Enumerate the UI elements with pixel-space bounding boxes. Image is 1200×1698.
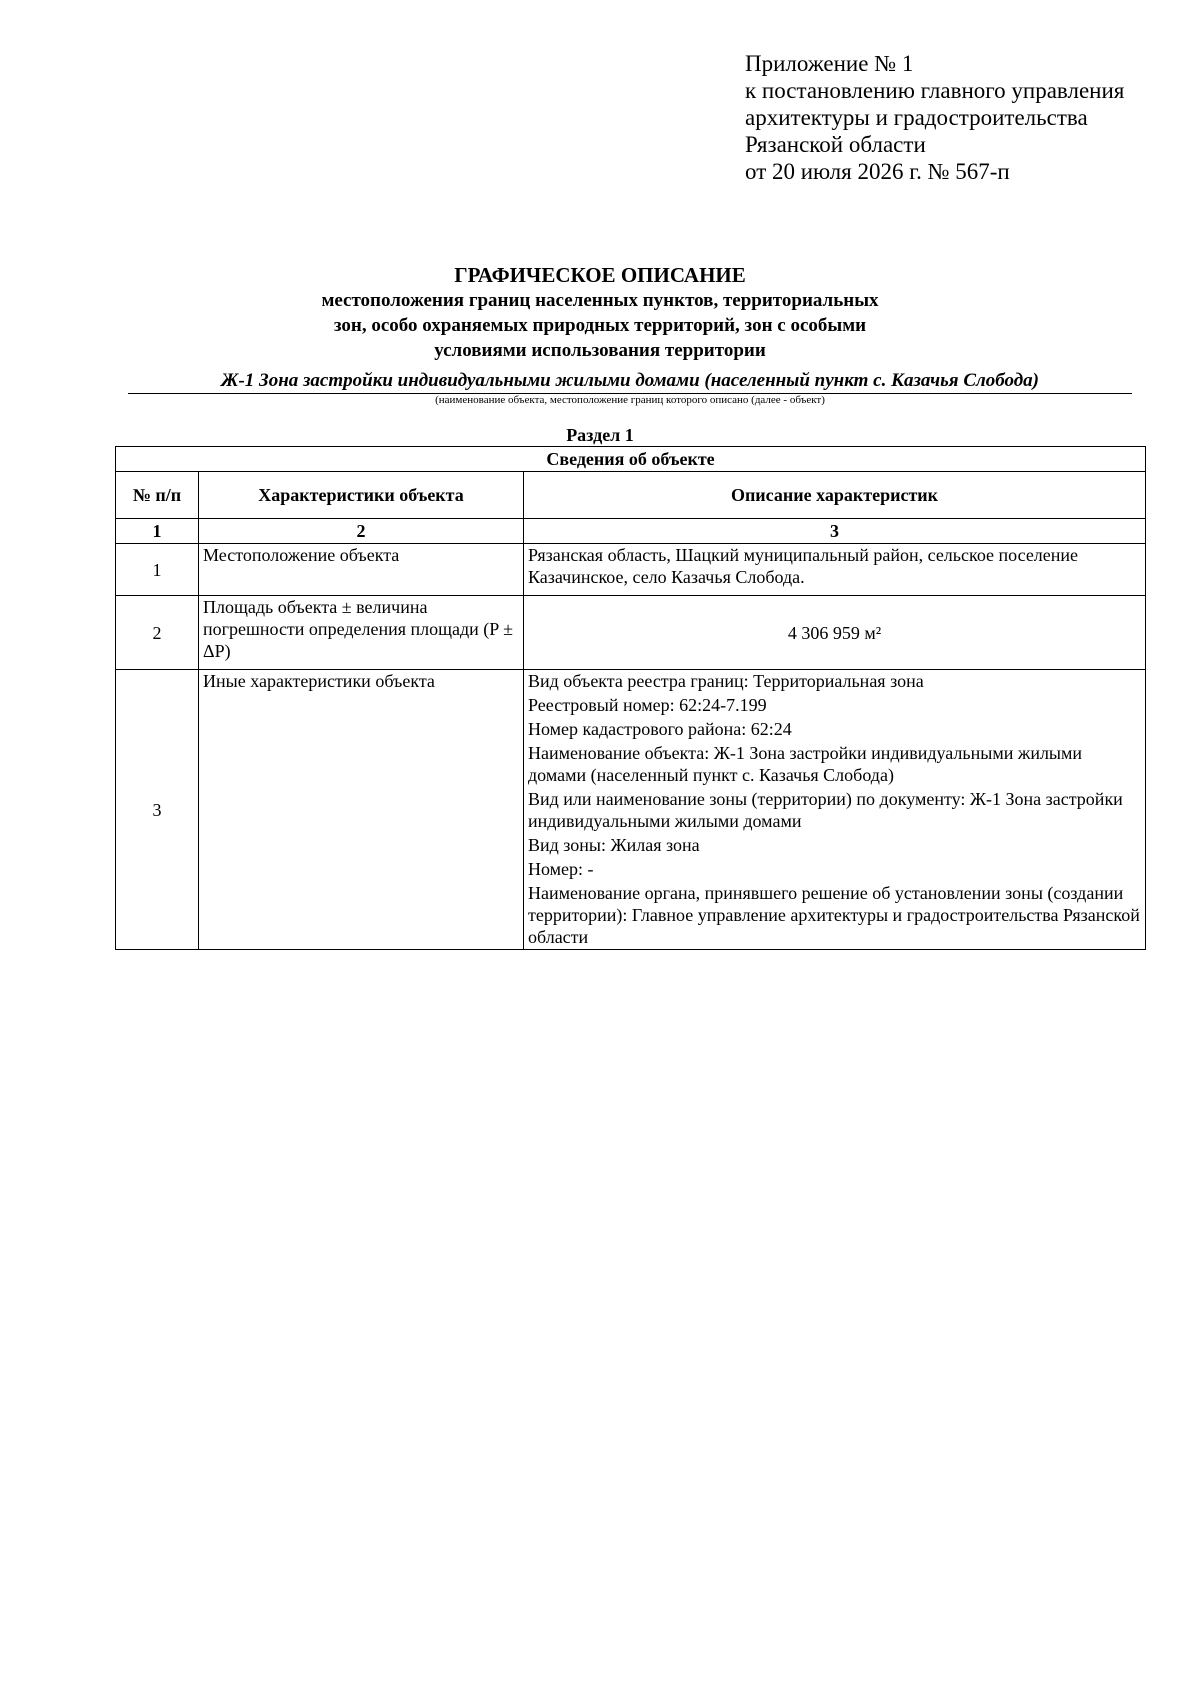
table-caption: Сведения об объекте: [116, 447, 1146, 472]
description-line: Номер кадастрового района: 62:24: [528, 719, 792, 739]
column-number: 1: [116, 519, 199, 544]
document-subtitle-line: зон, особо охраняемых природных территорий, зон с особыми: [333, 315, 867, 336]
area-value: 4 306 959 м²: [787, 622, 882, 643]
row-number: 2: [116, 596, 199, 670]
title-block: [0, 262, 1200, 363]
column-number: 2: [199, 519, 524, 544]
table-row: [116, 544, 1146, 596]
column-header-characteristic: Характеристики объекта: [199, 472, 524, 519]
document-title: ГРАФИЧЕСКОЕ ОПИСАНИЕ: [454, 263, 746, 287]
column-header-number: № п/п: [116, 472, 199, 519]
appendix-line: от 20 июля 2026 г. № 567-п: [745, 159, 1010, 184]
appendix-line: архитектуры и градостроительства: [745, 105, 1088, 130]
table-row: [116, 670, 1146, 950]
row-number: 1: [116, 544, 199, 596]
column-number: 3: [524, 519, 1146, 544]
row-description: [524, 670, 1146, 950]
description-line: Рязанская область, Шацкий муниципальный район, сельское поселение Казачинское, село Казачья Слобода.: [528, 545, 1079, 587]
object-name: Ж-1 Зона застройки индивидуальными жилыми домами (населенный пункт с. Казачья Слобода): [128, 369, 1132, 394]
table-row: [116, 596, 1146, 670]
description-line: Вид зоны: Жилая зона: [528, 835, 700, 855]
appendix-block: [745, 50, 1124, 185]
description-line: Номер: -: [528, 859, 594, 879]
document-subtitle-line: условиями использования территории: [434, 340, 766, 361]
appendix-line: к постановлению главного управления: [745, 78, 1125, 103]
row-characteristic: Местоположение объекта: [199, 544, 524, 596]
description-line: Вид или наименование зоны (территории) по документу: Ж-1 Зона застройки индивидуальными жилыми домами: [528, 789, 1123, 831]
row-number: 3: [116, 670, 199, 950]
row-characteristic: Иные характеристики объекта: [199, 670, 524, 950]
description-line: Реестровый номер: 62:24-7.199: [528, 695, 767, 715]
row-characteristic: Площадь объекта ± величина погрешности определения площади (P ± ΔP): [199, 596, 524, 670]
appendix-line: Приложение № 1: [745, 51, 914, 76]
row-description: [524, 596, 1146, 670]
document-subtitle-line: местоположения границ населенных пунктов, территориальных: [321, 290, 879, 311]
row-description: [524, 544, 1146, 596]
object-info-table: [115, 446, 1146, 950]
appendix-line: Рязанской области: [745, 132, 926, 157]
description-line: Наименование объекта: Ж-1 Зона застройки индивидуальными жилыми домами (населенный пункт с. Казачья Слобода): [528, 743, 1083, 785]
description-line: Вид объекта реестра границ: Территориальная зона: [528, 671, 924, 691]
column-header-description: Описание характеристик: [524, 472, 1146, 519]
object-name-note: (наименование объекта, местоположение границ которого описано (далее - объект): [435, 394, 825, 406]
description-line: Наименование органа, принявшего решение об установлении зоны (создании территории): Главное управление архитектуры и градостроительства Рязанской области: [528, 883, 1140, 947]
section-label: Раздел 1: [566, 425, 634, 445]
